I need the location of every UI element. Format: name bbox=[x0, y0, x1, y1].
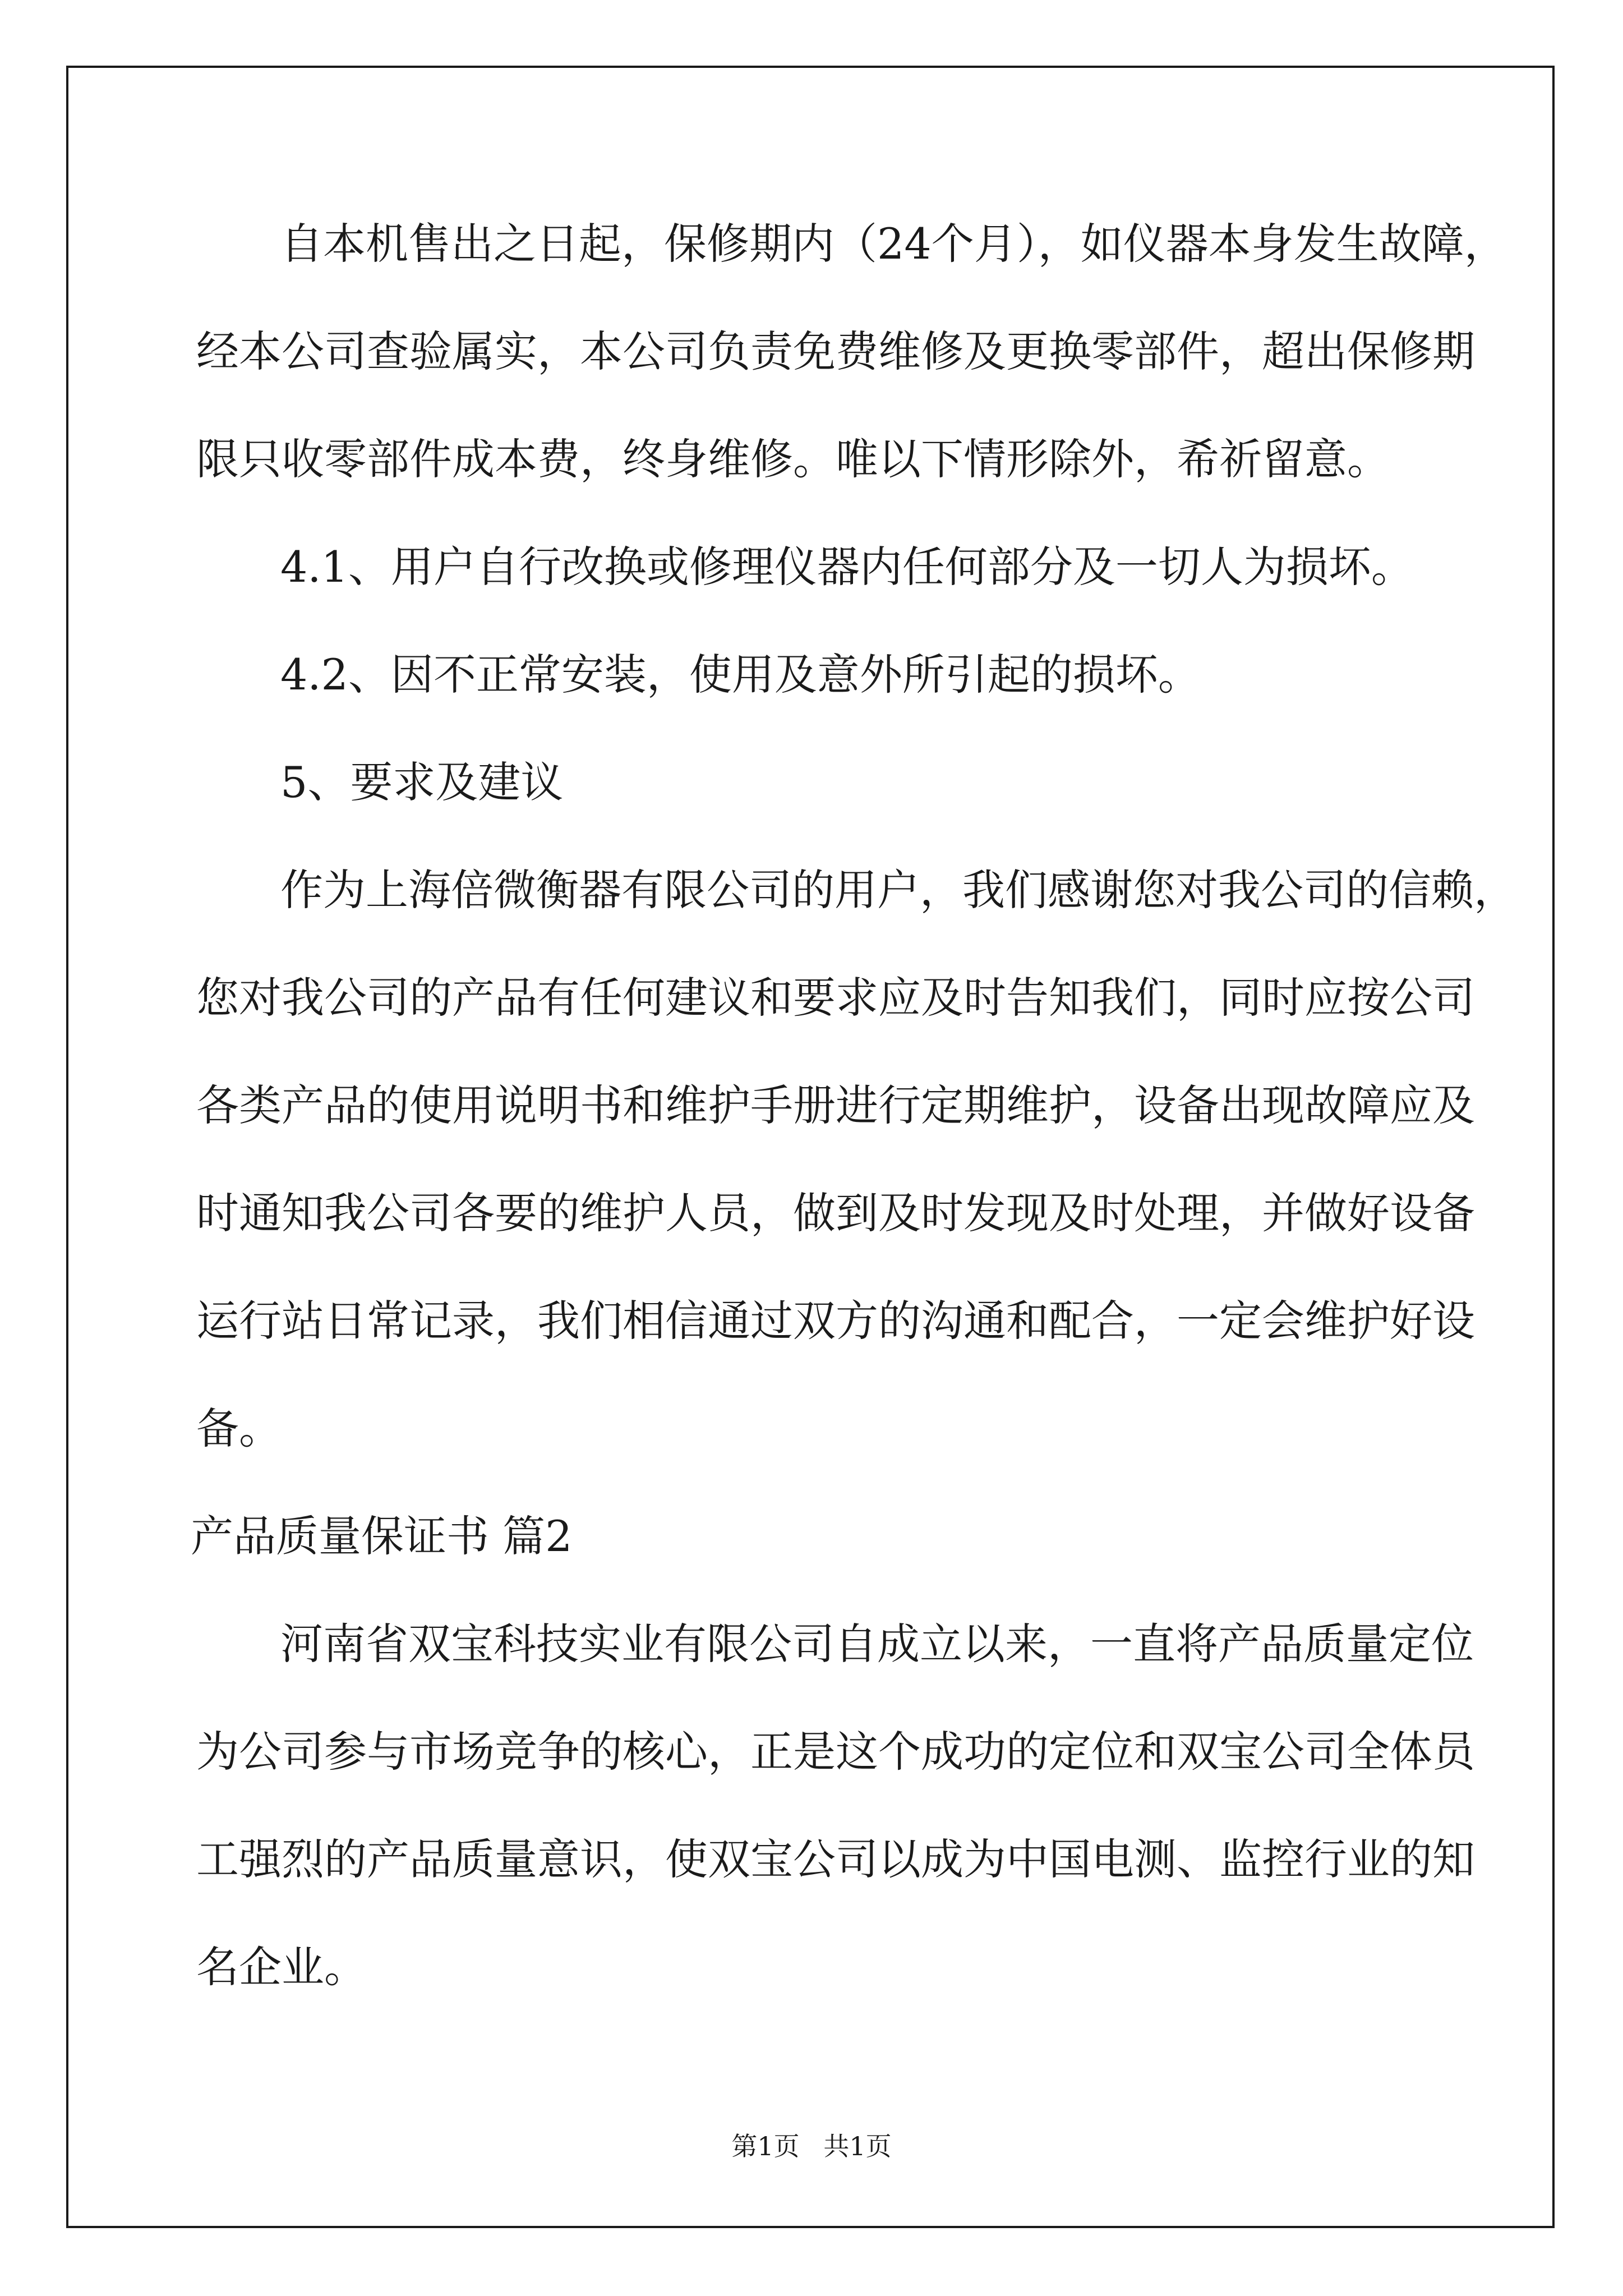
text-line: 限只收零部件成本费，终身维修。唯以下情形除外，希祈留意。 bbox=[196, 434, 1390, 484]
text-line: 河南省双宝科技实业有限公司自成立以来，一直将产品质量定位 bbox=[280, 1619, 1474, 1669]
text-line: 您对我公司的产品有任何建议和要求应及时告知我们，同时应按公司 bbox=[196, 973, 1475, 1023]
text-line: 4.2、因不正常安装，使用及意外所引起的损坏。 bbox=[280, 650, 1201, 700]
text-line: 工强烈的产品质量意识，使双宝公司以成为中国电测、监控行业的知 bbox=[196, 1834, 1475, 1884]
text-line: 4.1、用户自行改换或修理仪器内任何部分及一切人为损坏。 bbox=[280, 542, 1414, 592]
text-line: 备。 bbox=[196, 1404, 282, 1453]
text-line: 时通知我公司各要的维护人员，做到及时发现及时处理，并做好设备 bbox=[196, 1188, 1475, 1238]
text-line: 自本机售出之日起，保修期内（24个月），如仪器本身发生故障， bbox=[280, 219, 1507, 269]
document-body bbox=[191, 213, 1516, 2044]
text-line: 名企业。 bbox=[196, 1942, 367, 1992]
text-line: 运行站日常记录，我们相信通过双方的沟通和配合，一定会维护好设 bbox=[196, 1296, 1475, 1346]
section-heading: 5、要求及建议 bbox=[280, 757, 564, 807]
text-line: 为公司参与市场竞争的核心，正是这个成功的定位和双宝公司全体员 bbox=[196, 1727, 1475, 1777]
article-heading: 产品质量保证书 篇2 bbox=[191, 1511, 573, 1561]
text-line: 经本公司查验属实，本公司负责免费维修及更换零部件，超出保修期 bbox=[196, 326, 1475, 376]
text-line: 作为上海倍微衡器有限公司的用户，我们感谢您对我公司的信赖， bbox=[280, 865, 1516, 915]
page-number: 第1页 bbox=[731, 2131, 800, 2161]
text-line: 各类产品的使用说明书和维护手册进行定期维护，设备出现故障应及 bbox=[196, 1080, 1475, 1130]
page-total: 共1页 bbox=[823, 2131, 892, 2161]
page-footer bbox=[0, 2126, 1623, 2163]
